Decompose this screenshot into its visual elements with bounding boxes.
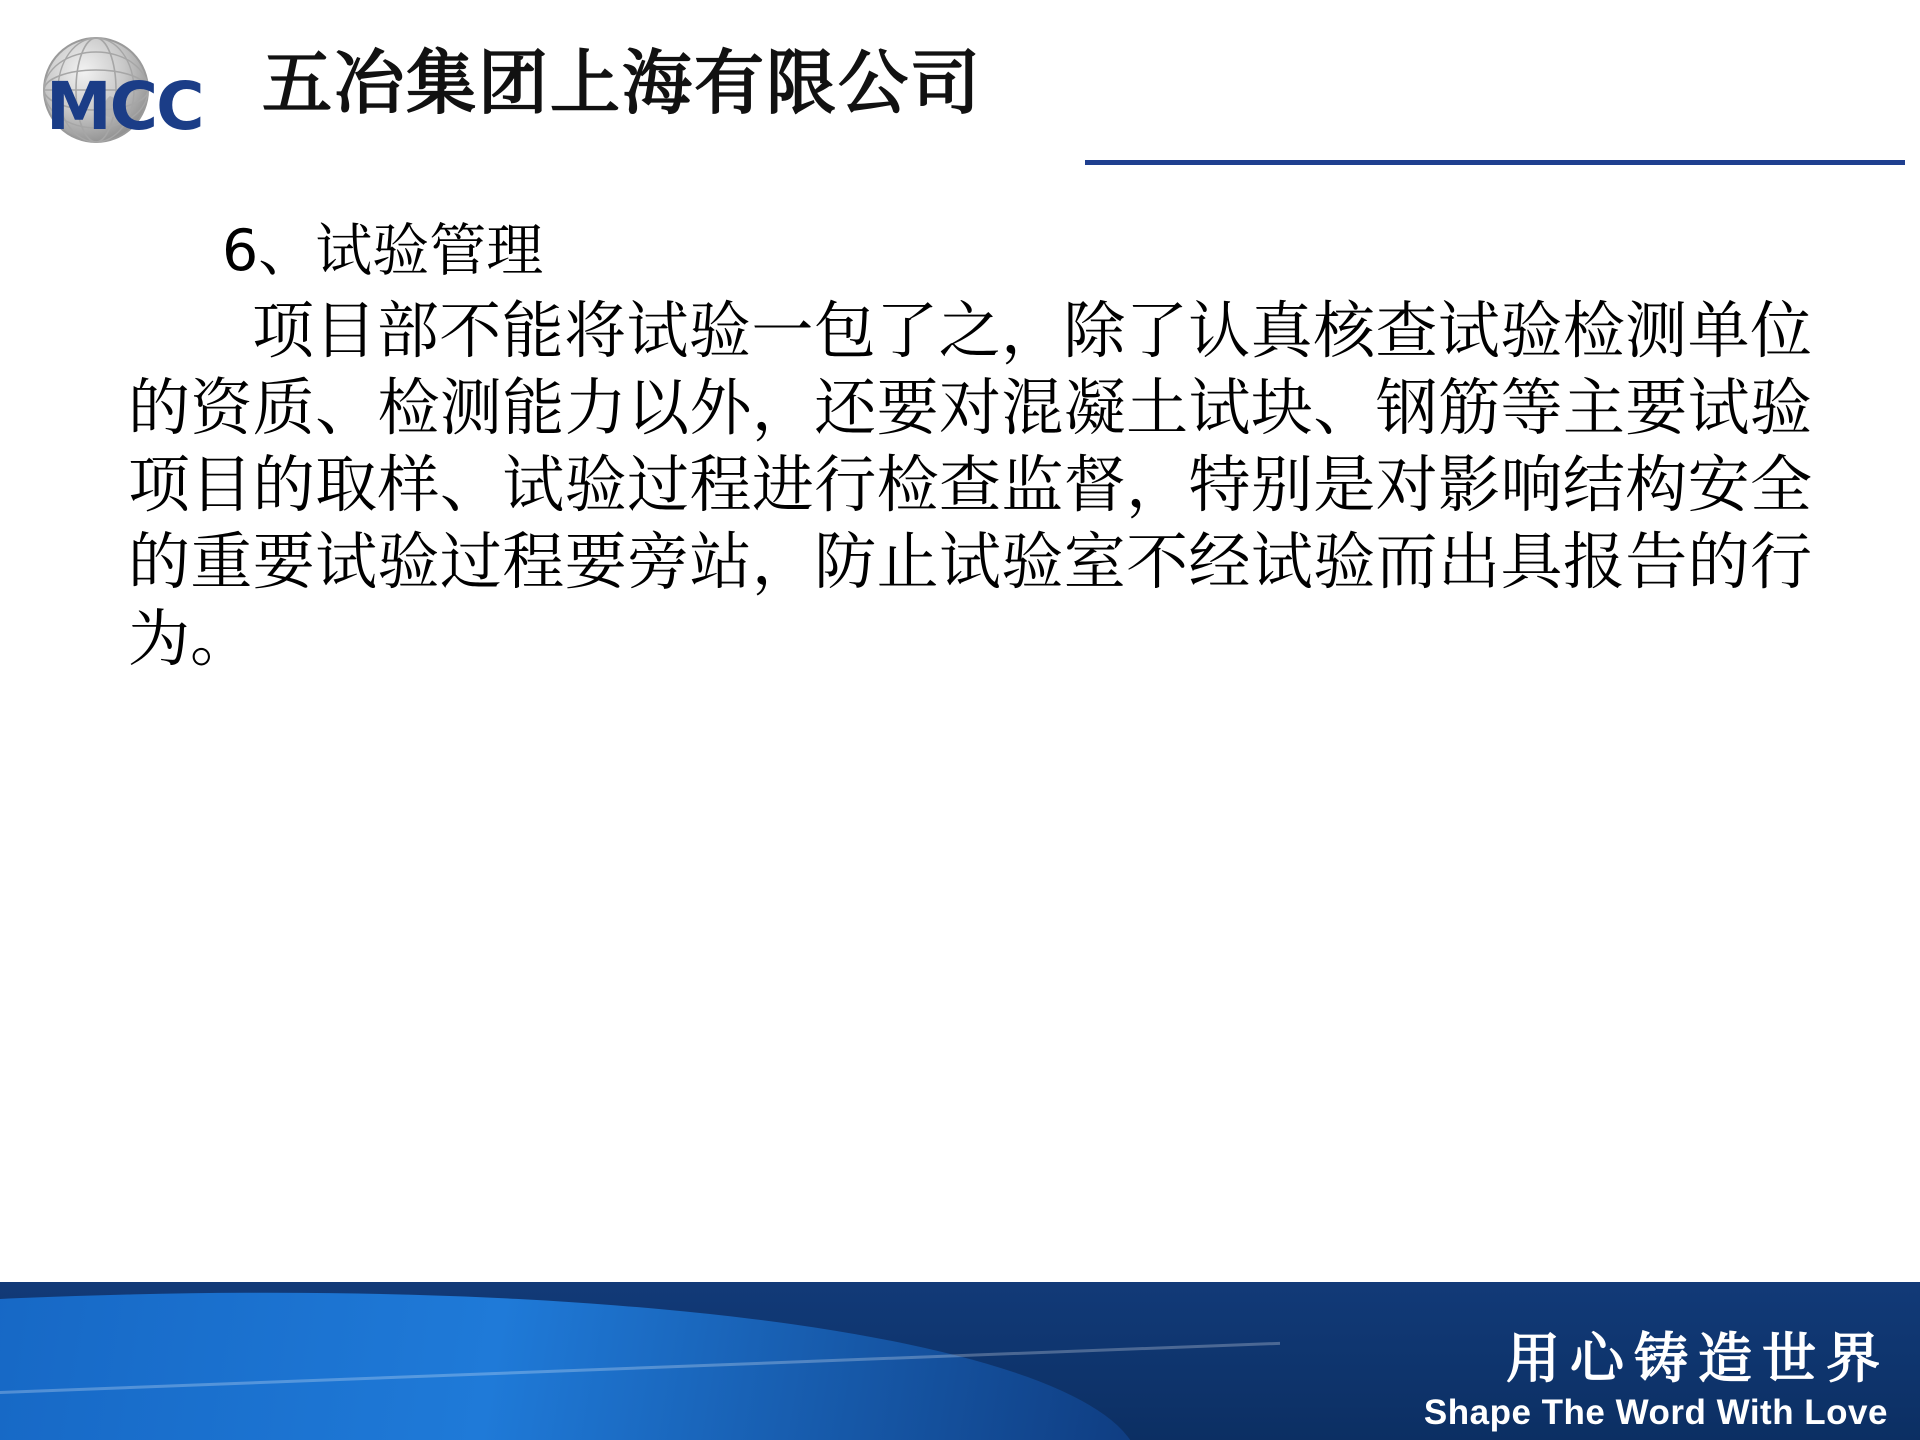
slogan-english: Shape The Word With Love: [1423, 1393, 1888, 1432]
slide-body: [0, 218, 1920, 678]
slogan-chinese: 用心铸造世界: [1506, 1327, 1890, 1390]
header-divider: [1085, 160, 1905, 165]
mcc-wordmark: MCC: [46, 68, 203, 145]
section-heading: 6、试验管理: [222, 218, 544, 284]
company-name: 五冶集团上海有限公司: [262, 42, 982, 124]
slide-footer: [0, 1282, 1920, 1440]
slide-header: [0, 0, 1920, 178]
mcc-logo: [28, 30, 258, 150]
body-paragraph: 项目部不能将试验一包了之，除了认真核查试验检测单位的资质、检测能力以外，还要对混凝土试块、钢筋等主要试验项目的取样、试验过程进行检查监督，特别是对影响结构安全的重要试验过程要旁站，防止试验室不经试验而出具报告的行为。: [128, 294, 1812, 675]
